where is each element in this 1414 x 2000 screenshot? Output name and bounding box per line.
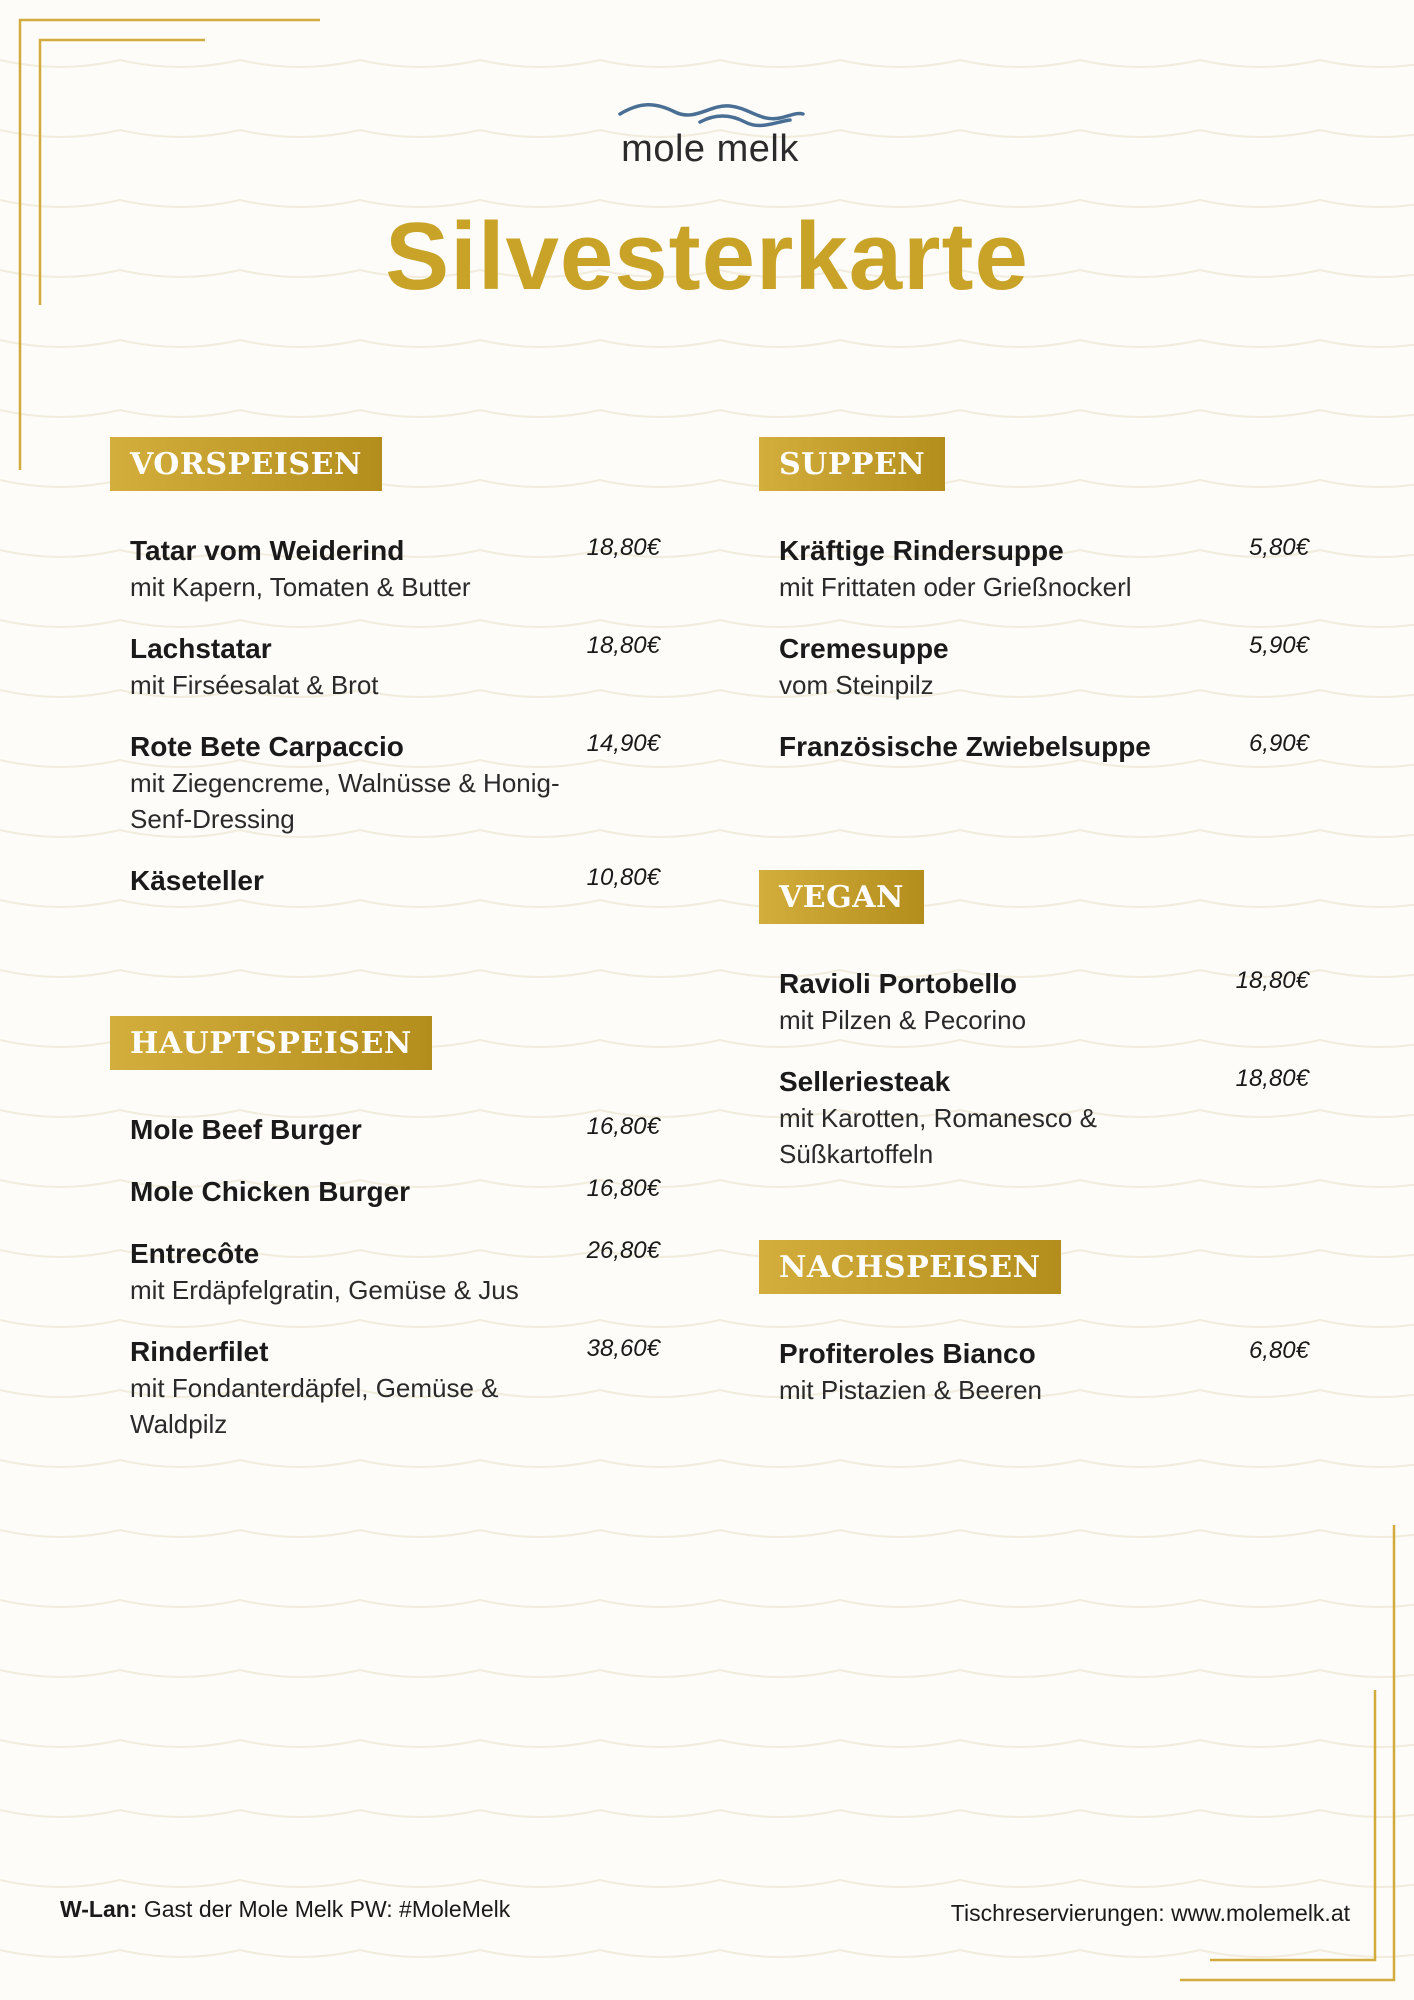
menu-item xyxy=(779,729,1309,765)
menu-item xyxy=(779,1064,1309,1172)
menu-item-name: Lachstatar xyxy=(130,633,272,664)
menu-item-name: Mole Chicken Burger xyxy=(130,1176,411,1207)
menu-item-description: mit Kapern, Tomaten & Butter xyxy=(130,572,471,602)
menu-item xyxy=(130,533,660,605)
menu-item-price: 16,80€ xyxy=(586,1113,660,1140)
wifi-label: W-Lan: xyxy=(60,1896,138,1922)
menu-item xyxy=(130,631,660,703)
section-heading: VORSPEISEN xyxy=(110,437,382,491)
menu-item xyxy=(130,863,660,899)
menu-item xyxy=(779,631,1309,703)
menu-item-price: 5,90€ xyxy=(1248,632,1309,659)
section-suppen xyxy=(779,437,1339,791)
menu-item xyxy=(130,1174,660,1210)
section-vegan xyxy=(779,870,1339,1198)
menu-item-price: 38,60€ xyxy=(586,1335,660,1362)
menu-item-description: mit Erdäpfelgratin, Gemüse & Jus xyxy=(130,1275,519,1305)
menu-item-price: 14,90€ xyxy=(586,730,660,757)
section-vorspeisen xyxy=(130,437,690,925)
menu-item xyxy=(779,1336,1309,1408)
menu-item-description: mit Pilzen & Pecorino xyxy=(779,1005,1027,1035)
menu-item-price: 26,80€ xyxy=(586,1237,660,1264)
menu-item-price: 16,80€ xyxy=(586,1175,660,1202)
menu-item-description: mit Frittaten oder Grießnockerl xyxy=(779,572,1132,602)
menu-item-name: Mole Beef Burger xyxy=(130,1114,362,1145)
menu-item-description: mit Ziegencreme, Walnüsse & Honig-Senf-Dressing xyxy=(130,768,560,834)
section-heading: HAUPTSPEISEN xyxy=(110,1016,432,1070)
menu-item-name: Profiteroles Bianco xyxy=(779,1338,1036,1369)
menu-item-name: Rinderfilet xyxy=(130,1336,269,1367)
menu-item-name: Käseteller xyxy=(130,865,264,896)
wifi-info xyxy=(60,1896,510,1923)
menu-item-price: 18,80€ xyxy=(586,534,660,561)
menu-item-price: 18,80€ xyxy=(1235,967,1309,994)
menu-item-price: 6,80€ xyxy=(1248,1337,1309,1364)
menu-item-name: Selleriesteak xyxy=(779,1066,951,1097)
menu-item-description: vom Steinpilz xyxy=(779,670,934,700)
section-hauptspeisen xyxy=(130,1016,690,1468)
section-heading: NACHSPEISEN xyxy=(759,1240,1061,1294)
menu-item-price: 6,90€ xyxy=(1248,730,1309,757)
section-nachspeisen xyxy=(779,1240,1339,1434)
menu-item xyxy=(130,1236,660,1308)
menu-item-price: 18,80€ xyxy=(586,632,660,659)
menu-item xyxy=(130,1334,660,1442)
section-heading: SUPPEN xyxy=(759,437,945,491)
reservation-info: Tischreservierungen: www.molemelk.at xyxy=(950,1900,1350,1926)
wifi-text: Gast der Mole Melk PW: #MoleMelk xyxy=(143,1896,511,1922)
menu-item xyxy=(130,1112,660,1148)
menu-item-description: mit Fondanterdäpfel, Gemüse & Waldpilz xyxy=(130,1373,499,1439)
menu-item-name: Tatar vom Weiderind xyxy=(130,535,405,566)
menu-item-name: Rote Bete Carpaccio xyxy=(130,731,404,762)
menu-item-description: mit Firséesalat & Brot xyxy=(130,670,379,700)
menu-item-name: Ravioli Portobello xyxy=(779,968,1018,999)
menu-item-price: 5,80€ xyxy=(1248,534,1309,561)
menu-item-name: Entrecôte xyxy=(130,1238,260,1269)
brand-name: mole melk xyxy=(621,128,799,170)
menu-item-name: Cremesuppe xyxy=(779,633,949,664)
menu-item-name: Französische Zwiebelsuppe xyxy=(779,731,1151,762)
menu-item xyxy=(130,729,660,837)
menu-item xyxy=(779,533,1309,605)
brand-logo xyxy=(610,100,810,180)
menu-item-price: 10,80€ xyxy=(586,864,660,891)
menu-item-description: mit Pistazien & Beeren xyxy=(779,1375,1043,1405)
section-heading: VEGAN xyxy=(759,870,924,924)
menu-item-price: 18,80€ xyxy=(1235,1065,1309,1092)
menu-item-description: mit Karotten, Romanesco & Süßkartoffeln xyxy=(779,1103,1097,1169)
menu-item-name: Kräftige Rindersuppe xyxy=(779,535,1064,566)
menu-item xyxy=(779,966,1309,1038)
page-title: Silvesterkarte xyxy=(385,203,1029,310)
